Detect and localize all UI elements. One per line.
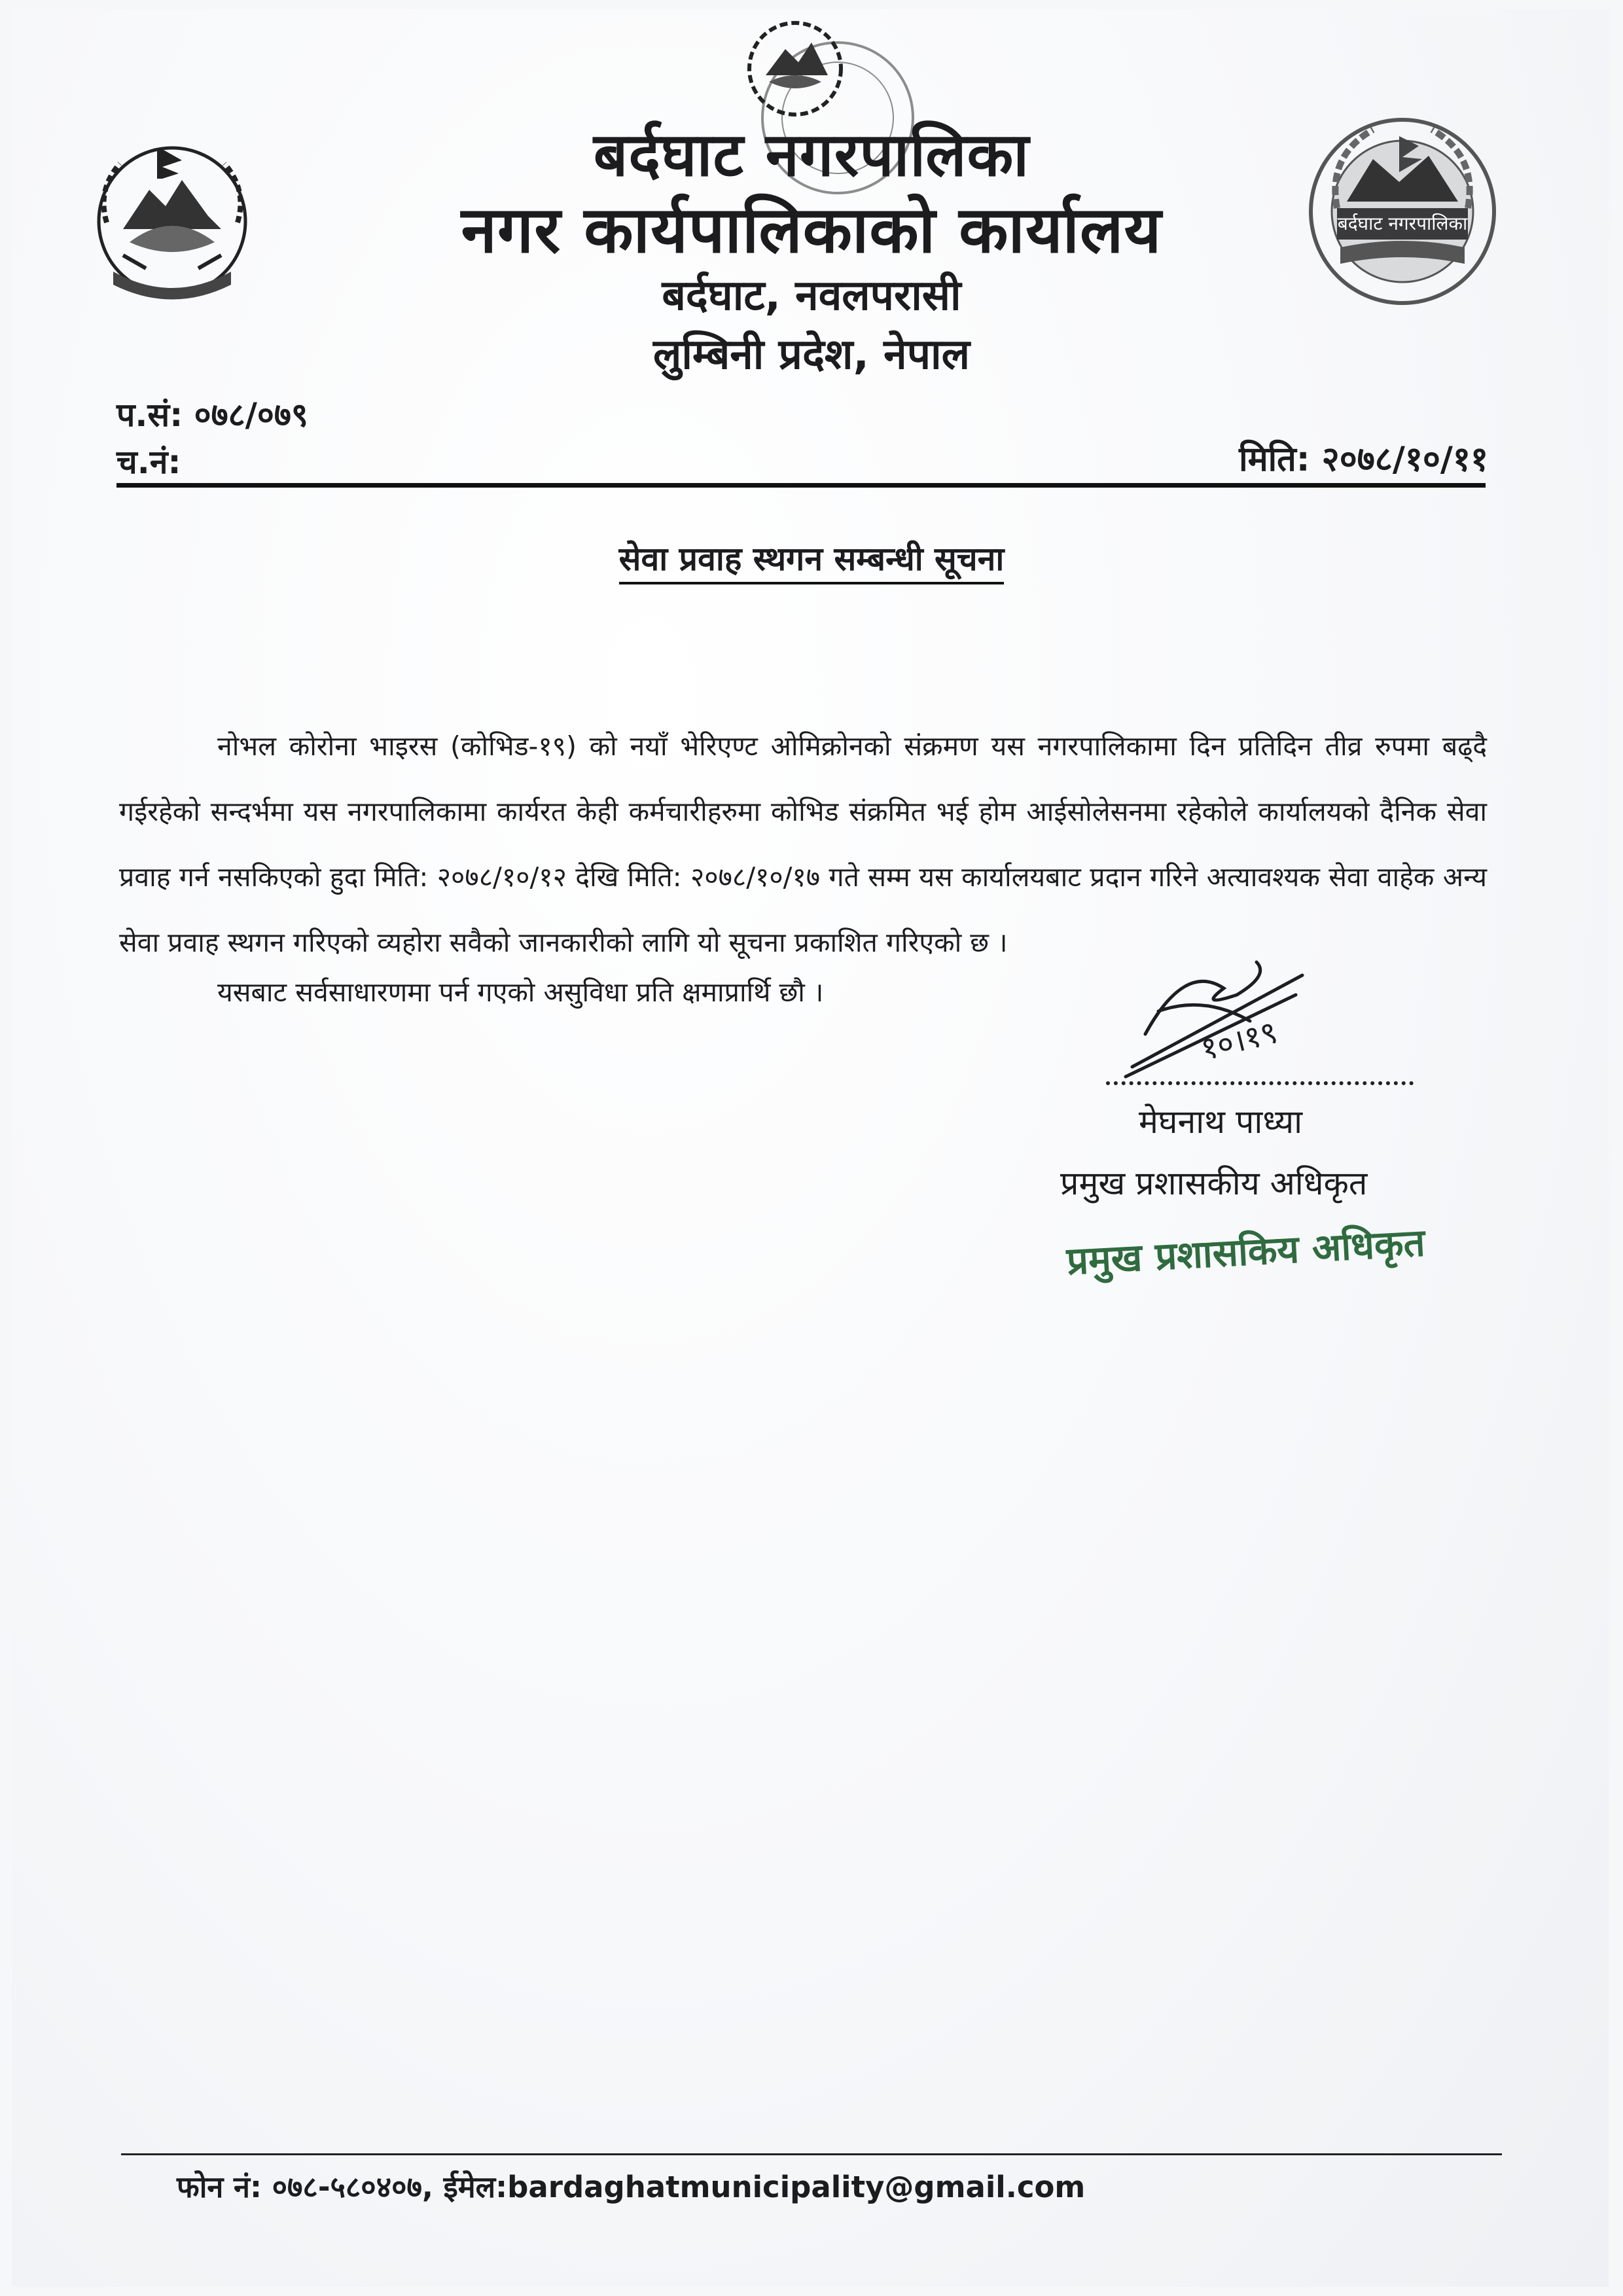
notice-paragraph-1: नोभल कोरोना भाइरस (कोभिड-१९) को नयाँ भेरिएण्ट ओमिक्रोनको संक्रमण यस नगरपालिकामा दिन प्रतिदिन तीव्र रुपमा बढ्दै गईरहेको सन्दर्भमा यस नगरपालिकामा कार्यरत केही कर्मचारीहरुमा कोभिड संक्रमित भई होम आईसोलेसनमा रहेकोले कार्यालयको दैनिक सेवा प्रवाह गर्न नसकिएको हुदा मिति: २०७८/१०/१२ देखि मिति: २०७८/१०/१७ गते सम्म यस कार्यालयबाट प्रदान गरिने अत्यावश्यक सेवा वाहेक अन्य सेवा प्रवाह स्थगन गरिएको व्यहोरा सवैको जानकारीको लागि यो सूचना प्रकाशित गरिएको छ । (119, 730, 1487, 958)
address-line-1: बर्दघाट, नवलपरासी (662, 272, 961, 320)
logo-band-text: बर्दघाट नगरपालिका (1337, 213, 1468, 234)
handwritten-signature (1106, 949, 1315, 1086)
reference-cn: च.नं: (116, 443, 181, 481)
municipality-name: बर्दघाट नगरपालिका (593, 120, 1030, 190)
official-stamp-text: प्रमुख प्रशासकिय अधिकृत (1065, 1220, 1427, 1283)
footer-contact: फोन नं: ०७८-५८०४०७, ईमेल:bardaghatmunicipality@gmail.com (177, 2170, 1086, 2204)
notice-subject (0, 535, 1623, 580)
header-divider (116, 483, 1486, 488)
signature-line (1106, 1081, 1414, 1085)
subject-text: सेवा प्रवाह स्थगन सम्बन्धी सूचना (619, 540, 1005, 584)
signatory-title: प्रमुख प्रशासकीय अधिकृत (1060, 1164, 1368, 1202)
office-name: नगर कार्यपालिकाको कार्यालय (461, 193, 1162, 268)
signatory-name: मेघनाथ पाध्या (1139, 1103, 1303, 1141)
letter-date: मिति: २०७८/१०/११ (1239, 440, 1488, 479)
notice-paragraph-2: यसबाट सर्वसाधारणमा पर्न गएको असुविधा प्रति क्षमाप्रार्थि छौ । (217, 977, 824, 1008)
reference-ps: प.सं: ०७८/०७९ (116, 396, 308, 434)
footer-divider (121, 2153, 1502, 2155)
signature-date: १०।१९ (1197, 1013, 1281, 1068)
address-line-2: लुम्बिनी प्रदेश, नेपाल (652, 331, 971, 379)
